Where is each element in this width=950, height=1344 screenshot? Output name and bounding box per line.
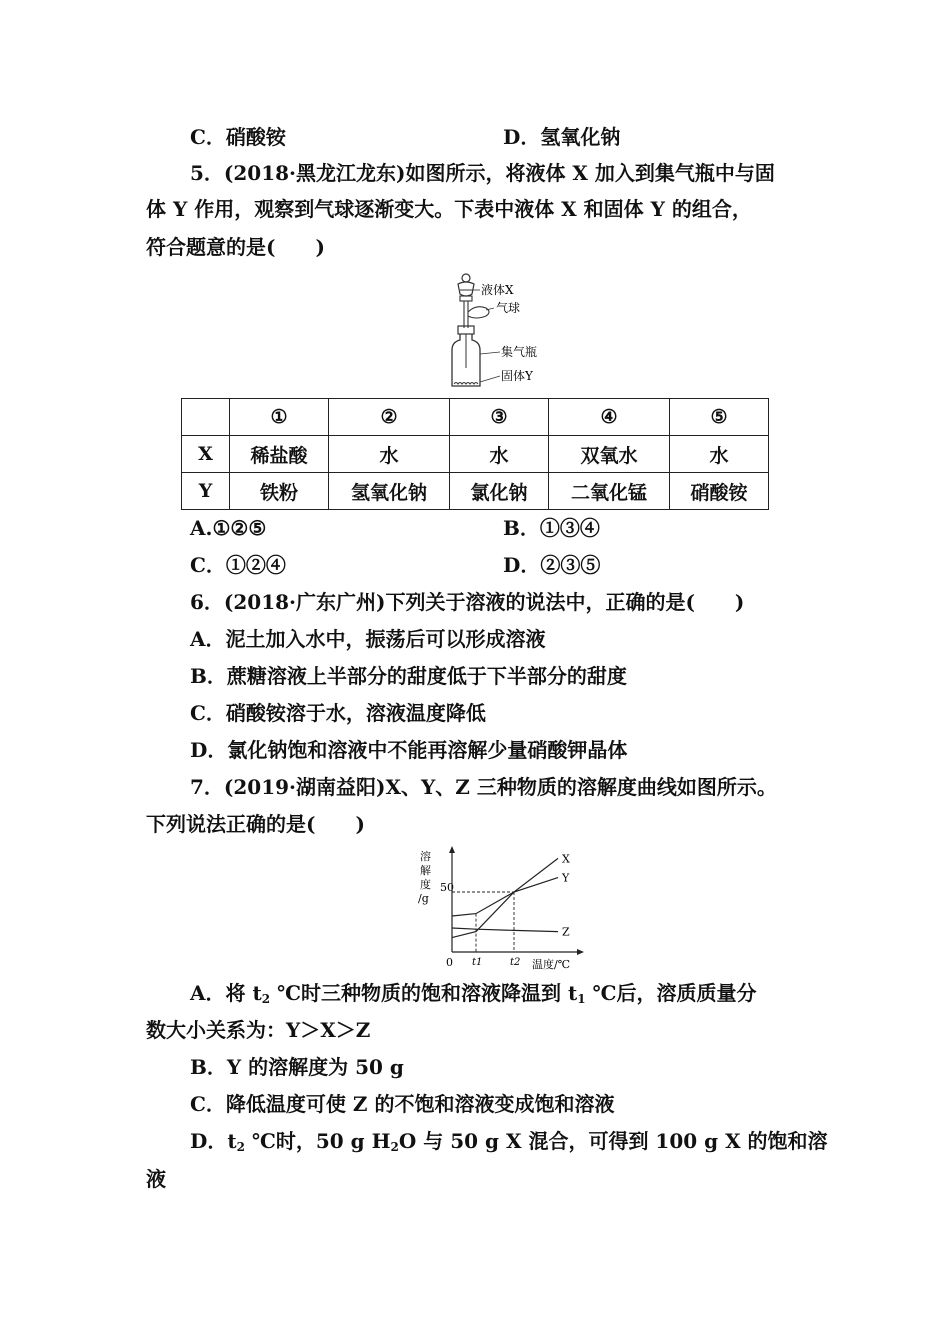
series-Y-line [452, 878, 558, 916]
table-cell: 硝酸铵 [670, 473, 769, 510]
q7-option-d-line2: 液 [146, 1167, 166, 1191]
chart-y-arrow [449, 846, 455, 853]
q4-option-d: D．氢氧化钠 [503, 125, 621, 149]
table-cell: ① [230, 399, 329, 436]
chart-xlabel: 温度/℃ [532, 958, 571, 971]
q7-option-b: B．Y 的溶解度为 50 g [190, 1055, 404, 1079]
table-cell: 稀盐酸 [230, 436, 329, 473]
table-cell: 氯化钠 [450, 473, 549, 510]
q7-option-a-line1 [190, 980, 757, 1012]
q7-option-a-part2: ℃时三种物质的饱和溶液降温到 t [270, 981, 578, 1005]
table-cell: 二氧化锰 [549, 473, 670, 510]
chart-ylabel-2: 解 [420, 864, 431, 877]
table-cell: 水 [329, 436, 450, 473]
q7-stem-line2: 下列说法正确的是( ) [146, 812, 365, 836]
q7-solubility-chart [410, 844, 590, 974]
table-cell [182, 399, 230, 436]
q5-option-a: A.①②⑤ [190, 516, 267, 540]
table-cell: X [182, 436, 230, 473]
chart-ylabel-4: /g [418, 892, 429, 905]
series-Z-line [452, 928, 558, 932]
table-cell: ④ [549, 399, 670, 436]
q7-option-a-sub1: 2 [261, 992, 271, 1006]
q7-option-a-part1: A．将 t [190, 981, 262, 1005]
q7-option-d-part1: D．t [190, 1129, 237, 1153]
q7-option-d-line1 [190, 1128, 828, 1160]
q7-option-d-sub1: 2 [236, 1140, 245, 1154]
q7-option-a-sub2: 1 [577, 992, 586, 1006]
q5-stem-line1: 5．(2018·黑龙江龙东)如图所示，将液体 X 加入到集气瓶中与固 [190, 161, 775, 185]
q5-combination-table [181, 398, 769, 510]
q5-apparatus-figure [430, 268, 560, 394]
q5-option-b: B．①③④ [503, 516, 600, 540]
label-solid-y: 固体Y [501, 369, 533, 383]
q6-option-d: D．氯化钠饱和溶液中不能再溶解少量硝酸钾晶体 [190, 738, 628, 762]
label-bottle: 集气瓶 [501, 345, 538, 359]
table-cell: ② [329, 399, 450, 436]
table-header-row [182, 399, 769, 436]
q5-option-d: D．②③⑤ [503, 553, 601, 577]
q7-option-a-line2: 数大小关系为：Y＞X＞Z [146, 1018, 371, 1042]
table-cell: 水 [670, 436, 769, 473]
table-cell: 氢氧化钠 [329, 473, 450, 510]
q7-option-c: C．降低温度可使 Z 的不饱和溶液变成饱和溶液 [190, 1092, 615, 1116]
table-row-y [182, 473, 769, 510]
table-cell: 水 [450, 436, 549, 473]
q7-option-d-sub2: 2 [390, 1140, 399, 1154]
table-cell: 双氧水 [549, 436, 670, 473]
series-X-label: X [562, 852, 570, 866]
q4-option-c: C．硝酸铵 [190, 125, 286, 149]
table-cell: ③ [450, 399, 549, 436]
table-cell: 铁粉 [230, 473, 329, 510]
q5-stem-line3: 符合题意的是( ) [146, 235, 325, 259]
q5-stem-line2: 体 Y 作用，观察到气球逐渐变大。下表中液体 X 和固体 Y 的组合， [146, 197, 752, 221]
chart-ytick-50: 50 [440, 881, 454, 894]
series-X-line [452, 858, 558, 937]
q6-stem: 6．(2018·广东广州)下列关于溶液的说法中，正确的是( ) [190, 590, 745, 614]
table-cell: Y [182, 473, 230, 510]
q7-option-d-part3: O 与 50 g X 混合，可得到 100 g X 的饱和溶 [398, 1129, 828, 1153]
chart-origin: 0 [446, 956, 453, 969]
table-cell: ⑤ [670, 399, 769, 436]
label-balloon: 气球 [496, 301, 521, 315]
q7-stem-line1: 7．(2019·湖南益阳)X、Y、Z 三种物质的溶解度曲线如图所示。 [190, 775, 777, 799]
q6-option-b: B．蔗糖溶液上半部分的甜度低于下半部分的甜度 [190, 664, 627, 688]
q6-option-a: A．泥土加入水中，振荡后可以形成溶液 [190, 627, 546, 651]
chart-ylabel-1: 溶 [420, 850, 431, 863]
label-liquid-x: 液体X [481, 283, 514, 297]
chart-xtick-t1: t1 [472, 957, 483, 968]
chart-ylabel-3: 度 [420, 878, 431, 891]
q5-option-c: C．①②④ [190, 553, 286, 577]
q7-option-a-part3: ℃后，溶质质量分 [585, 981, 757, 1005]
q6-option-c: C．硝酸铵溶于水，溶液温度降低 [190, 701, 486, 725]
chart-x-arrow [577, 949, 584, 955]
table-row-x [182, 436, 769, 473]
q7-option-d-part2: ℃时，50 g H [244, 1129, 391, 1153]
chart-xtick-t2: t2 [510, 957, 521, 968]
series-Z-label: Z [562, 925, 570, 939]
series-Y-label: Y [562, 871, 570, 885]
